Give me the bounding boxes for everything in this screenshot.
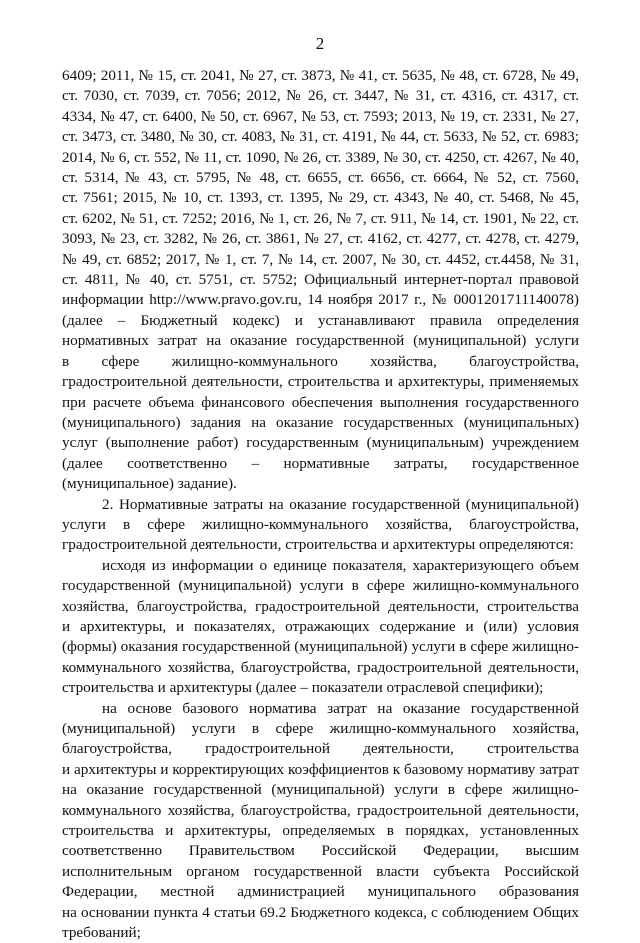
text-line: при расчете объема финансового обеспечения выполнения государственного	[62, 393, 579, 411]
text-line: ст. 3473, ст. 3480, № 30, ст. 4083, № 31, ст. 4191, № 44, ст. 5633, № 52, ст. 6983;	[62, 128, 579, 146]
text-line: 3093, № 23, ст. 3282, № 26, ст. 3861, № 27, ст. 4162, ст. 4277, ст. 4278, ст. 4279,	[62, 230, 579, 248]
text-line: (формы) оказания государственной (муниципальной) услуги в сфере жилищно-	[62, 638, 579, 656]
text-line: и архитектуры и корректирующих коэффициентов к базовому нормативу затрат	[62, 760, 579, 778]
text-line: градостроительной деятельности, строительства и архитектуры определяются:	[62, 536, 574, 554]
text-line: и архитектуры, и показателях, отражающих содержание и (или) условия	[62, 617, 579, 635]
text-line: № 49, ст. 6852; 2017, № 1, ст. 7, № 14, ст. 2007, № 30, ст. 4452, ст.4458, № 31,	[62, 250, 579, 268]
text-line: исполнительным органом государственной власти субъекта Российской	[62, 862, 579, 880]
text-line: нормативных затрат на оказание государственной (муниципальной) услуги	[62, 332, 579, 350]
text-line: (далее соответственно – нормативные затраты, государственное	[62, 454, 579, 472]
document-body	[62, 66, 579, 943]
text-line: (далее – Бюджетный кодекс) и устанавливают правила определения	[62, 311, 579, 329]
text-line: услуг (выполнение работ) государственным (муниципальным) учреждением	[62, 434, 579, 452]
text-line: в сфере жилищно-коммунального хозяйства, благоустройства,	[62, 352, 579, 370]
text-line: на оказание государственной (муниципальной) услуги в сфере жилищно-	[62, 781, 579, 799]
text-line: ст. 5314, № 43, ст. 5795, № 48, ст. 6655, ст. 6656, ст. 6664, № 52, ст. 7560,	[62, 169, 579, 187]
text-line: 2. Нормативные затраты на оказание государственной (муниципальной)	[102, 495, 579, 513]
text-line: ст. 6202, № 51, ст. 7252; 2016, № 1, ст. 26, № 7, ст. 911, № 14, ст. 1901, № 22, ст.	[62, 209, 579, 227]
page-number: 2	[315, 34, 325, 53]
text-line: на основании пункта 4 статьи 69.2 Бюджетного кодекса, с соблюдением Общих	[62, 903, 579, 921]
text-line: строительства и архитектуры, определяемых в порядках, установленных	[62, 822, 579, 840]
text-line: ст. 4811, № 40, ст. 5751, ст. 5752; Официальный интернет-портал правовой	[62, 271, 579, 289]
text-line: исходя из информации о единице показателя, характеризующего объем	[102, 556, 579, 574]
text-line: 2014, № 6, ст. 552, № 11, ст. 1090, № 26, ст. 3389, № 30, ст. 4250, ст. 4267, № 40,	[62, 148, 579, 166]
text-line: государственной (муниципальной) услуги в сфере жилищно-коммунального	[62, 577, 579, 595]
text-line: (муниципальной) услуги в сфере жилищно-коммунального хозяйства,	[62, 720, 579, 737]
text-line: ст. 7030, ст. 7039, ст. 7056; 2012, № 26, ст. 3447, № 31, ст. 4316, ст. 4317, ст.	[62, 87, 579, 105]
text-line: Федерации, местной администрацией муниципального образования	[62, 883, 579, 901]
text-line: градостроительной деятельности, строительства и архитектуры, применяемых	[62, 373, 579, 391]
text-line: (муниципальное) задание).	[62, 475, 237, 493]
text-line: коммунального хозяйства, благоустройства, градостроительной деятельности,	[62, 658, 579, 676]
text-line: услуги в сфере жилищно-коммунального хозяйства, благоустройства,	[62, 515, 579, 533]
text-line: соответственно Правительством Российской Федерации, высшим	[62, 842, 579, 860]
text-line: строительства и архитектуры (далее – показатели отраслевой специфики);	[62, 679, 544, 697]
text-line: благоустройства, градостроительной деятельности, строительства	[62, 740, 579, 758]
text-line: 6409; 2011, № 15, ст. 2041, № 27, ст. 3873, № 41, ст. 5635, № 48, ст. 6728, № 49,	[62, 67, 579, 84]
text-line: хозяйства, благоустройства, градостроительной деятельности, строительства	[62, 597, 579, 615]
text-line: информации http://www.pravo.gov.ru, 14 ноября 2017 г., № 0001201711140078)	[62, 291, 579, 309]
text-line: ст. 7561; 2015, № 10, ст. 1393, ст. 1395, № 29, ст. 4343, № 40, ст. 5468, № 45,	[62, 189, 579, 207]
text-line: на основе базового норматива затрат на оказание государственной	[102, 699, 579, 717]
text-line: требований;	[62, 924, 141, 942]
text-line: 4334, № 47, ст. 6400, № 50, ст. 6967, № 53, ст. 7593; 2013, № 19, ст. 2331, № 27,	[62, 107, 579, 125]
text-line: (муниципального) задания на оказание государственных (муниципальных)	[62, 413, 579, 431]
text-line: коммунального хозяйства, благоустройства, градостроительной деятельности,	[62, 801, 579, 819]
